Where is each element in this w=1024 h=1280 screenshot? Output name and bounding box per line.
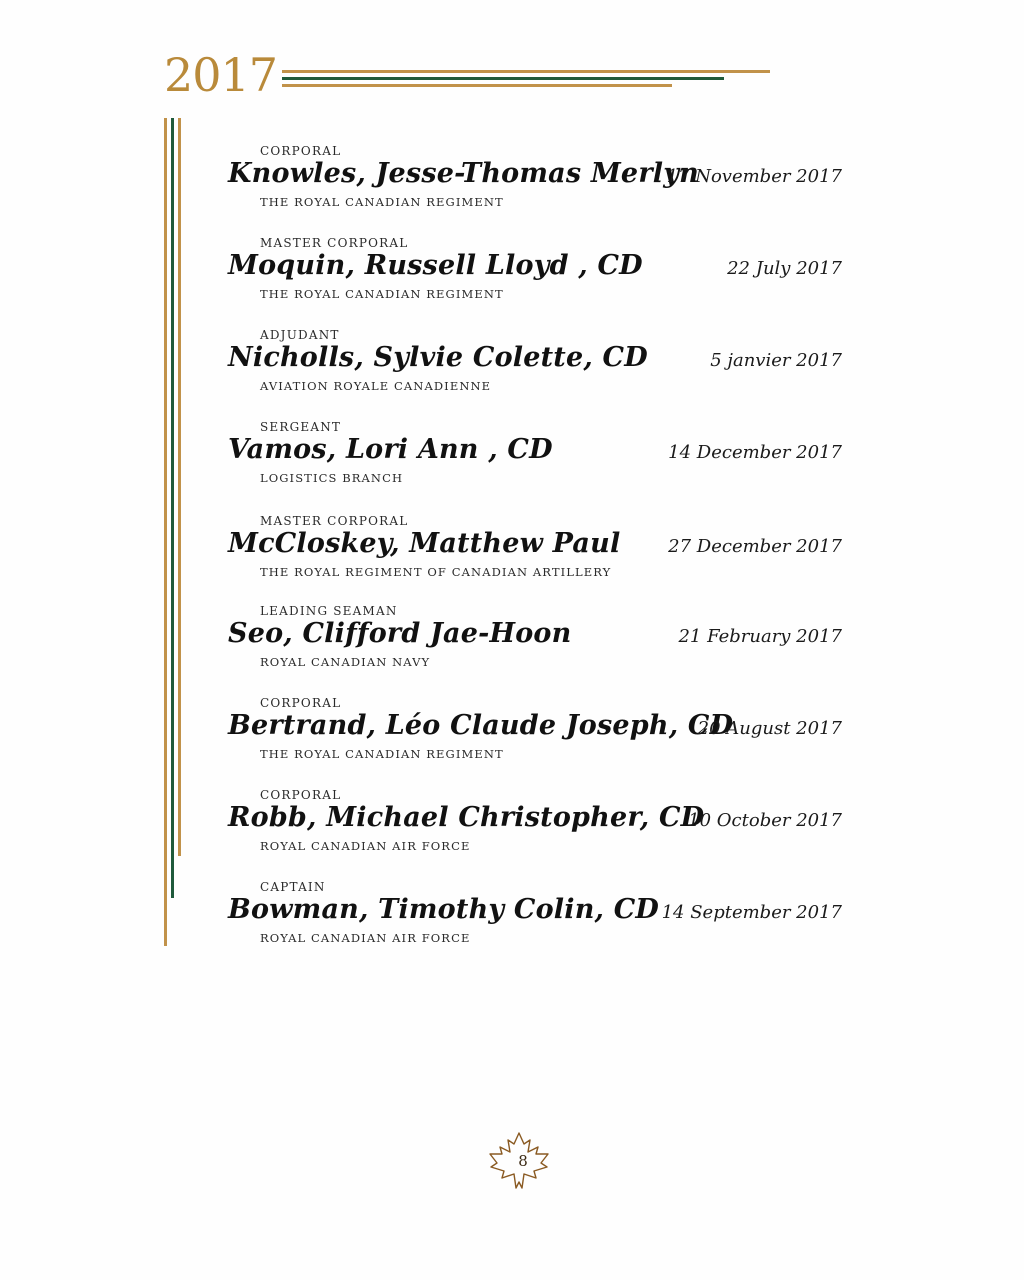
entry-unit: THE ROYAL CANADIAN REGIMENT (260, 747, 504, 761)
entry-unit: THE ROYAL CANADIAN REGIMENT (260, 287, 504, 301)
entry-date: 20 August 2017 (697, 718, 842, 739)
entry-date: 22 July 2017 (727, 258, 842, 279)
entry-rank: SERGEANT (260, 420, 342, 434)
entry-unit: AVIATION ROYALE CANADIENNE (260, 379, 492, 393)
header-rule-green (282, 77, 724, 80)
page-number-ornament (486, 1130, 552, 1192)
entry-rank: ADJUDANT (260, 328, 340, 342)
header-rule-gold-top (282, 70, 770, 73)
memorial-entry (222, 604, 852, 690)
entry-name: Moquin, Russell Lloyd , CD (228, 250, 643, 281)
entry-rank: CORPORAL (260, 788, 342, 802)
entry-rank: CORPORAL (260, 696, 342, 710)
memorial-entry (222, 328, 852, 414)
memorial-entry (222, 788, 852, 874)
entry-unit: LOGISTICS BRANCH (260, 471, 404, 485)
entry-rank: CORPORAL (260, 144, 342, 158)
entry-name: Bowman, Timothy Colin, CD (228, 894, 660, 925)
entry-unit: ROYAL CANADIAN AIR FORCE (260, 931, 471, 945)
entry-rank: MASTER CORPORAL (260, 236, 409, 250)
entry-date: 5 janvier 2017 (710, 350, 842, 371)
entry-date: 14 December 2017 (668, 442, 842, 463)
memorial-entry (222, 144, 852, 230)
entry-name: Nicholls, Sylvie Colette, CD (228, 342, 648, 373)
memorial-entry (222, 696, 852, 782)
entry-name: Vamos, Lori Ann , CD (228, 434, 553, 465)
entry-date: 17 November 2017 (666, 166, 842, 187)
entry-unit: THE ROYAL REGIMENT OF CANADIAN ARTILLERY (260, 565, 612, 579)
entry-name: Knowles, Jesse-Thomas Merlyn (228, 158, 699, 189)
entry-name: McCloskey, Matthew Paul (228, 528, 621, 559)
memorial-entry (222, 514, 852, 600)
entry-name: Robb, Michael Christopher, CD (228, 802, 705, 833)
entry-rank: CAPTAIN (260, 880, 326, 894)
entry-rank: LEADING SEAMAN (260, 604, 398, 618)
entry-rank: MASTER CORPORAL (260, 514, 409, 528)
memorial-entry (222, 880, 852, 966)
entry-unit: ROYAL CANADIAN NAVY (260, 655, 431, 669)
entry-name: Bertrand, Léo Claude Joseph, CD (228, 710, 734, 741)
margin-rule-green (171, 118, 174, 898)
entry-name: Seo, Clifford Jae-Hoon (228, 618, 572, 649)
margin-rule-gold-right (178, 118, 181, 856)
entry-date: 27 December 2017 (668, 536, 842, 557)
page-number: 8 (518, 1152, 528, 1170)
header-rule-gold-bottom (282, 84, 672, 87)
memorial-entry (222, 420, 852, 506)
memorial-entry (222, 236, 852, 322)
entry-date: 10 October 2017 (688, 810, 842, 831)
entry-date: 21 February 2017 (678, 626, 842, 647)
margin-rule-gold-left (164, 118, 167, 946)
entry-date: 14 September 2017 (661, 902, 842, 923)
year-heading: 2017 (164, 48, 278, 102)
entry-unit: THE ROYAL CANADIAN REGIMENT (260, 195, 504, 209)
entry-unit: ROYAL CANADIAN AIR FORCE (260, 839, 471, 853)
